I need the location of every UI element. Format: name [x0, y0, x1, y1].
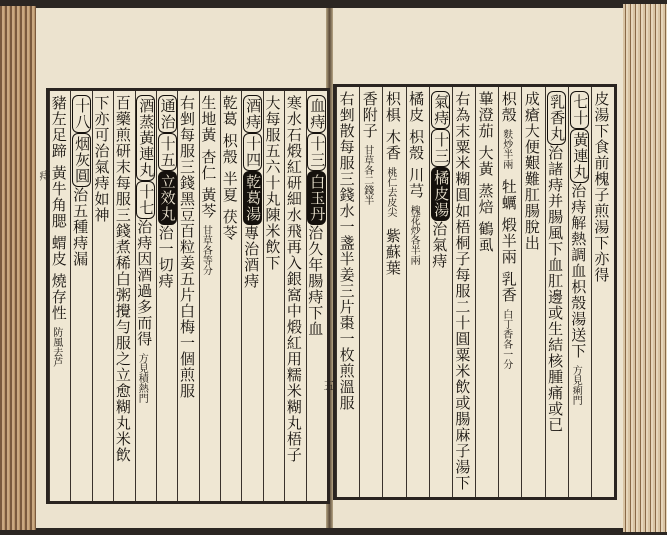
left-col4-text: 專治酒痔	[242, 225, 261, 289]
left-col13-text4: 燒存性	[49, 273, 68, 321]
left-col7-text: 右剉每服三錢黑豆百粒姜五片白梅一個煎服	[178, 95, 196, 399]
left-col5-text3: 半夏	[220, 171, 239, 203]
left-col4-heading2: 十四	[243, 133, 262, 171]
left-col9-heading: 酒蒸黃連丸	[136, 95, 155, 181]
right-col10-text: 枳椇	[383, 91, 402, 123]
right-text-frame	[333, 84, 617, 500]
right-col9-text2: 枳殼	[407, 129, 426, 161]
column-rule	[336, 87, 337, 497]
left-col11-text: 下亦可治氣痔如神	[92, 95, 111, 223]
right-col6-text2: 大黃	[476, 145, 495, 177]
right-col6-text: 蓽澄茄	[476, 91, 495, 139]
left-col1-heading2: 十三	[307, 133, 326, 171]
left-col4-heading3: 乾葛湯	[243, 171, 262, 225]
right-col4-text: 成瘡大便艱難肛腸脫出	[522, 91, 541, 251]
right-col10-text4: 紫蘇葉	[383, 228, 402, 276]
right-col8-heading2: 十三	[431, 129, 450, 167]
right-col8-text: 治氣痔	[430, 221, 449, 269]
left-col13-text2: 黃牛角腮	[49, 165, 68, 229]
right-col5-text5: 乳香	[499, 271, 518, 303]
right-col6-text3: 蒸焙	[476, 183, 495, 215]
right-col6-text4: 鶴虱	[476, 221, 495, 253]
right-col2-heading: 七十	[570, 91, 589, 129]
left-col8-heading3: 立效丸	[158, 171, 177, 225]
right-col2-text: 治痔解熱調血枳殼湯送下	[569, 183, 588, 359]
left-col12-text: 治五種痔漏	[71, 187, 90, 267]
right-col3-text: 治諸痔并腸風下血肛邊或生結核腫痛或已	[546, 145, 565, 433]
right-col3-heading: 乳香丸	[547, 91, 566, 145]
left-col1-heading3: 白玉丹	[307, 171, 326, 225]
left-col13-text5: 防風去芦	[50, 327, 62, 367]
right-fold-label: 五	[322, 380, 335, 391]
left-col5-text: 乾葛	[220, 95, 239, 127]
left-col6-text4: 甘草各等分	[200, 225, 212, 275]
right-col11-text: 香附子	[360, 91, 379, 139]
left-text-frame	[46, 88, 330, 504]
left-col9-text2: 方見積熱門	[136, 353, 148, 403]
column-rule	[359, 87, 360, 497]
left-col6-text2: 杏仁	[199, 149, 218, 181]
right-col9-text: 橘皮	[407, 91, 426, 123]
left-col2-text: 寒水石煅紅研細水飛再入銀窩中煅紅用糯米糊丸梧子	[284, 95, 303, 463]
right-col11-text2: 甘草各二錢半	[361, 145, 373, 205]
left-col6-text: 生地黃	[199, 95, 218, 143]
column-rule	[429, 87, 430, 497]
left-col8-text: 治一切痔	[156, 225, 175, 289]
right-col5-text4: 煅半兩	[499, 217, 518, 265]
left-col12-heading: 十八	[72, 95, 91, 133]
right-col8-heading3: 橘皮湯	[431, 167, 450, 221]
left-col9-text: 治痔因酒過多而得	[135, 219, 154, 347]
left-col13-text: 豬左足蹄	[49, 95, 68, 159]
left-col8-heading2: 十五	[158, 133, 177, 171]
left-col3-text: 大每服五六十丸陳米飲下	[263, 95, 282, 271]
left-col10-text: 百藥煎研末每服三錢煮稀白粥攪勻服之立愈糊丸米飲	[113, 95, 132, 463]
column-rule	[498, 87, 499, 497]
left-col9-heading2: 十七	[136, 181, 155, 219]
left-col4-heading: 酒痔	[243, 95, 262, 133]
right-col5-text: 枳殼	[499, 91, 518, 123]
right-col9-text4: 槐花炒各半兩	[408, 205, 420, 265]
left-col13-text3: 蝟皮	[49, 235, 68, 267]
right-col5-text6: 白丁香各一分	[500, 309, 512, 369]
right-col8-heading: 氣痔	[431, 91, 450, 129]
right-col10-text3: 桃仁去皮尖	[384, 167, 396, 217]
right-col5-text3: 牡蠣	[499, 179, 518, 211]
left-fold-label: 痔	[38, 170, 51, 181]
book-right-edge	[623, 4, 667, 532]
right-col2-text2: 方見痢門	[570, 365, 582, 405]
left-col6-text3: 黃芩	[199, 187, 218, 219]
left-col5-text4: 茯苓	[220, 209, 239, 241]
right-col12-text: 右剉散每服三錢水一盞半姜三片棗一枚煎溫服	[337, 91, 356, 411]
right-col5-text2: 麩炒半兩	[500, 129, 512, 169]
left-col12-heading2: 烟灰圓	[72, 133, 91, 187]
right-col10-text2: 木香	[383, 129, 402, 161]
left-col1-heading: 血痔	[307, 95, 326, 133]
left-col1-text: 治久年腸痔下血	[306, 225, 325, 337]
column-rule	[156, 91, 157, 501]
left-col8-heading: 通治	[158, 95, 177, 133]
left-col5-text2: 枳殼	[220, 133, 239, 165]
right-col7-text: 右為末粟米糊圓如梧桐子每服二十圓粟米飲或腸麻子湯下	[453, 91, 472, 491]
right-col9-text3: 川芎	[407, 167, 426, 199]
column-rule	[475, 87, 476, 497]
right-col1-text: 皮湯下食前槐子煎湯下亦得	[592, 91, 611, 283]
right-col2-heading2: 黃連丸	[570, 129, 589, 183]
book-left-edge	[0, 6, 36, 530]
